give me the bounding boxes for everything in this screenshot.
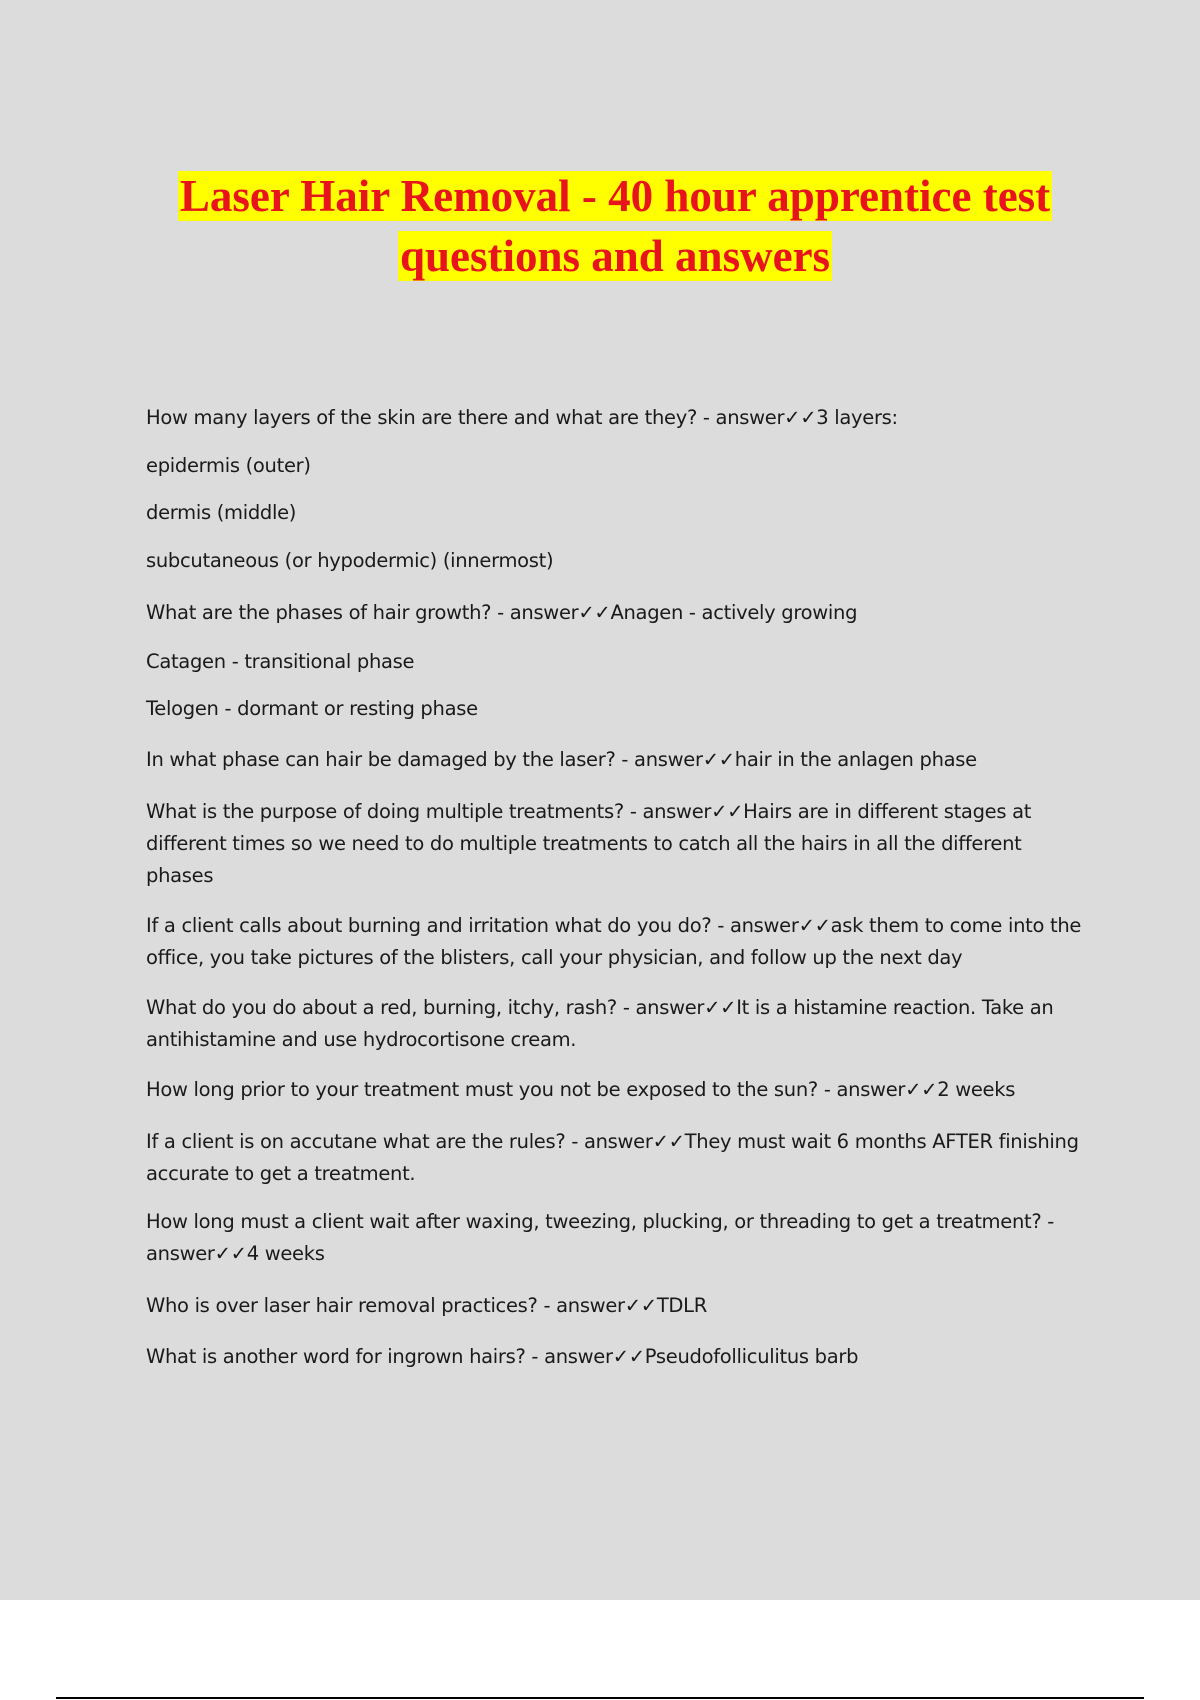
qa-paragraph: In what phase can hair be damaged by the laser? - answer✓✓hair in the anlagen phase	[146, 748, 977, 771]
title-line-1: Laser Hair Removal - 40 hour apprentice test	[179, 171, 1051, 221]
qa-paragraph: If a client is on accutane what are the rules? - answer✓✓They must wait 6 months AFTER finishing accurate to get a treatment.	[146, 1130, 1079, 1185]
qa-paragraph: If a client calls about burning and irritation what do you do? - answer✓✓ask them to come into the office, you take pictures of the blisters, call your physician, and follow up the next day	[146, 914, 1082, 969]
qa-content	[146, 402, 1086, 1373]
qa-paragraph: What do you do about a red, burning, itchy, rash? - answer✓✓It is a histamine reaction. Take an antihistamine and use hydrocortisone cream.	[146, 996, 1054, 1051]
qa-paragraph: What is the purpose of doing multiple treatments? - answer✓✓Hairs are in different stages at different times so we need to do multiple treatments to catch all the hairs in all the different phases	[146, 800, 1032, 887]
qa-paragraph: epidermis (outer)	[146, 454, 311, 477]
qa-paragraph: How many layers of the skin are there and what are they? - answer✓✓3 layers:	[146, 406, 898, 429]
qa-paragraph: What is another word for ingrown hairs? - answer✓✓Pseudofolliculitus barb	[146, 1345, 859, 1368]
qa-paragraph: How long must a client wait after waxing, tweezing, plucking, or threading to get a treatment? - answer✓✓4 weeks	[146, 1210, 1055, 1265]
title-line-2: questions and answers	[399, 231, 831, 281]
qa-paragraph: Who is over laser hair removal practices? - answer✓✓TDLR	[146, 1294, 707, 1317]
qa-paragraph: dermis (middle)	[146, 501, 297, 524]
qa-paragraph: What are the phases of hair growth? - answer✓✓Anagen - actively growing	[146, 601, 858, 624]
qa-paragraph: How long prior to your treatment must you not be exposed to the sun? - answer✓✓2 weeks	[146, 1078, 1016, 1101]
footer-rule	[56, 1697, 1144, 1699]
document-title	[140, 166, 1090, 286]
qa-paragraph: Telogen - dormant or resting phase	[146, 697, 478, 720]
qa-paragraph: subcutaneous (or hypodermic) (innermost)	[146, 549, 554, 572]
qa-paragraph: Catagen - transitional phase	[146, 650, 415, 673]
